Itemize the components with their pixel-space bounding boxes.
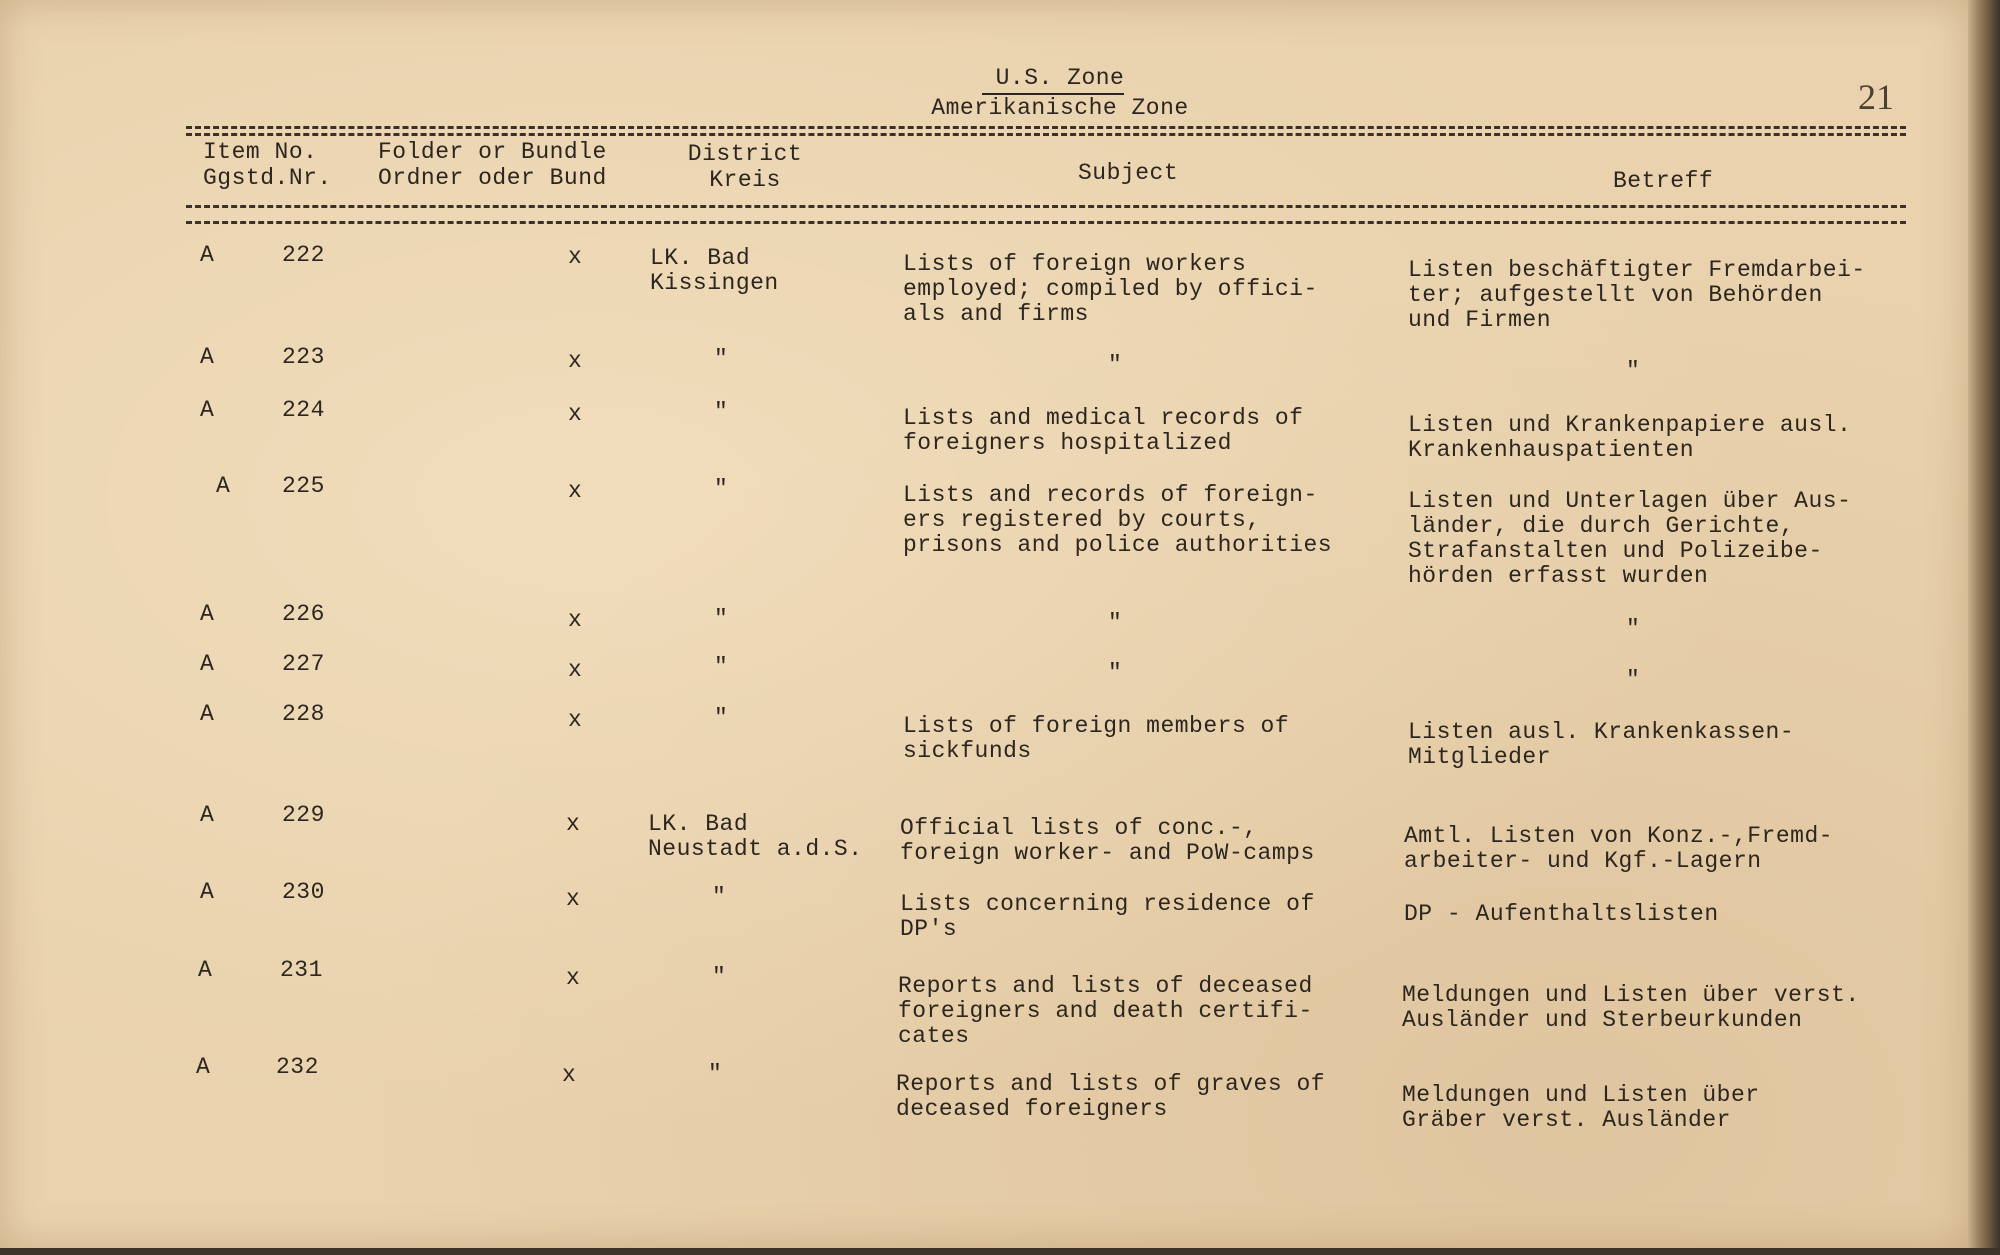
row-prefix: A <box>200 397 215 423</box>
row-district: LK. Bad Kissingen <box>650 245 779 296</box>
row-district: LK. Bad Neustadt a.d.S. <box>648 811 863 862</box>
row-district: " <box>714 705 729 731</box>
row-prefix: A <box>200 344 215 370</box>
row-prefix: A <box>200 651 215 677</box>
row-subject: Official lists of conc.-, foreign worker- and PoW-camps <box>900 815 1315 866</box>
row-subject: Lists of foreign workers employed; compiled by offici- als and firms <box>903 251 1318 327</box>
col-district-de: Kreis <box>709 167 781 193</box>
row-prefix: A <box>200 879 215 905</box>
header-rule-top <box>186 126 1906 129</box>
row-prefix: A <box>216 473 231 499</box>
row-number: 224 <box>282 397 325 423</box>
row-number: 223 <box>282 344 325 370</box>
row-subject: " <box>1108 660 1123 686</box>
row-district: " <box>712 884 727 910</box>
row-betreff: Meldungen und Listen über verst. Ausländer und Sterbeurkunden <box>1402 982 1860 1033</box>
page-number: 21 <box>1858 77 1894 117</box>
row-number: 228 <box>282 701 325 727</box>
row-betreff: Meldungen und Listen über Gräber verst. Ausländer <box>1402 1082 1760 1133</box>
row-number: 225 <box>282 473 325 499</box>
row-subject: " <box>1108 352 1123 378</box>
row-number: 226 <box>282 601 325 627</box>
row-mark: x <box>568 657 583 683</box>
row-number: 230 <box>282 879 325 905</box>
row-number: 227 <box>282 651 325 677</box>
col-district-en: District <box>687 141 803 167</box>
row-betreff: " <box>1626 358 1641 384</box>
row-prefix: A <box>198 957 213 983</box>
row-betreff: DP - Aufenthaltslisten <box>1404 901 1719 927</box>
binding-edge <box>1968 0 2000 1255</box>
col-item-en: Item No. <box>203 139 318 165</box>
row-district: " <box>708 1061 723 1087</box>
row-mark: x <box>568 244 583 270</box>
row-subject: Reports and lists of graves of deceased foreigners <box>896 1071 1326 1122</box>
col-folder-de: Ordner oder Bund <box>378 165 607 191</box>
row-betreff: Listen und Unterlagen über Aus- länder, die durch Gerichte, Strafanstalten und Polizeibe- hörden erfasst wurden <box>1408 488 1852 589</box>
row-subject: " <box>1108 610 1123 636</box>
row-subject: Lists of foreign members of sickfunds <box>903 713 1290 764</box>
row-subject: Lists and records of foreign- ers registered by courts, prisons and police authorities <box>903 482 1333 558</box>
row-prefix: A <box>200 701 215 727</box>
row-district: " <box>714 346 729 372</box>
header-rule-bottom-2 <box>186 221 1906 224</box>
row-district: " <box>714 399 729 425</box>
row-mark: x <box>568 401 583 427</box>
header-rule-top-2 <box>186 133 1906 136</box>
col-item-de: Ggstd.Nr. <box>203 165 332 191</box>
col-folder-en: Folder or Bundle <box>378 139 607 165</box>
row-mark: x <box>568 348 583 374</box>
row-betreff: Listen und Krankenpapiere ausl. Krankenhauspatienten <box>1408 412 1852 463</box>
bottom-edge <box>0 1248 2000 1255</box>
row-district: " <box>714 606 729 632</box>
row-number: 222 <box>282 242 325 268</box>
row-mark: x <box>568 607 583 633</box>
row-prefix: A <box>196 1054 211 1080</box>
row-prefix: A <box>200 802 215 828</box>
row-betreff: Amtl. Listen von Konz.-,Fremd- arbeiter- und Kgf.-Lagern <box>1404 823 1834 874</box>
row-district: " <box>712 964 727 990</box>
row-subject: Lists and medical records of foreigners hospitalized <box>903 405 1304 456</box>
col-subject: Subject <box>1078 160 1179 186</box>
row-district: " <box>714 476 729 502</box>
row-mark: x <box>566 965 581 991</box>
row-betreff: " <box>1626 667 1641 693</box>
row-betreff: Listen ausl. Krankenkassen- Mitglieder <box>1408 719 1795 770</box>
row-mark: x <box>568 707 583 733</box>
row-prefix: A <box>200 601 215 627</box>
zone-title-en: U.S. Zone <box>995 65 1125 91</box>
row-mark: x <box>566 886 581 912</box>
row-mark: x <box>568 478 583 504</box>
row-mark: x <box>562 1062 577 1088</box>
row-subject: Reports and lists of deceased foreigners and death certifi- cates <box>898 973 1313 1049</box>
row-mark: x <box>566 811 581 837</box>
row-betreff: " <box>1626 616 1641 642</box>
row-prefix: A <box>200 242 215 268</box>
header-rule-bottom <box>186 205 1906 208</box>
row-betreff: Listen beschäftigter Fremdarbei- ter; aufgestellt von Behörden und Firmen <box>1408 257 1866 333</box>
row-number: 229 <box>282 802 325 828</box>
row-number: 231 <box>280 957 323 983</box>
row-subject: Lists concerning residence of DP's <box>900 891 1315 942</box>
row-number: 232 <box>276 1054 319 1080</box>
zone-title-de: Amerikanische Zone <box>931 95 1189 121</box>
col-betreff: Betreff <box>1613 168 1714 194</box>
row-district: " <box>714 654 729 680</box>
